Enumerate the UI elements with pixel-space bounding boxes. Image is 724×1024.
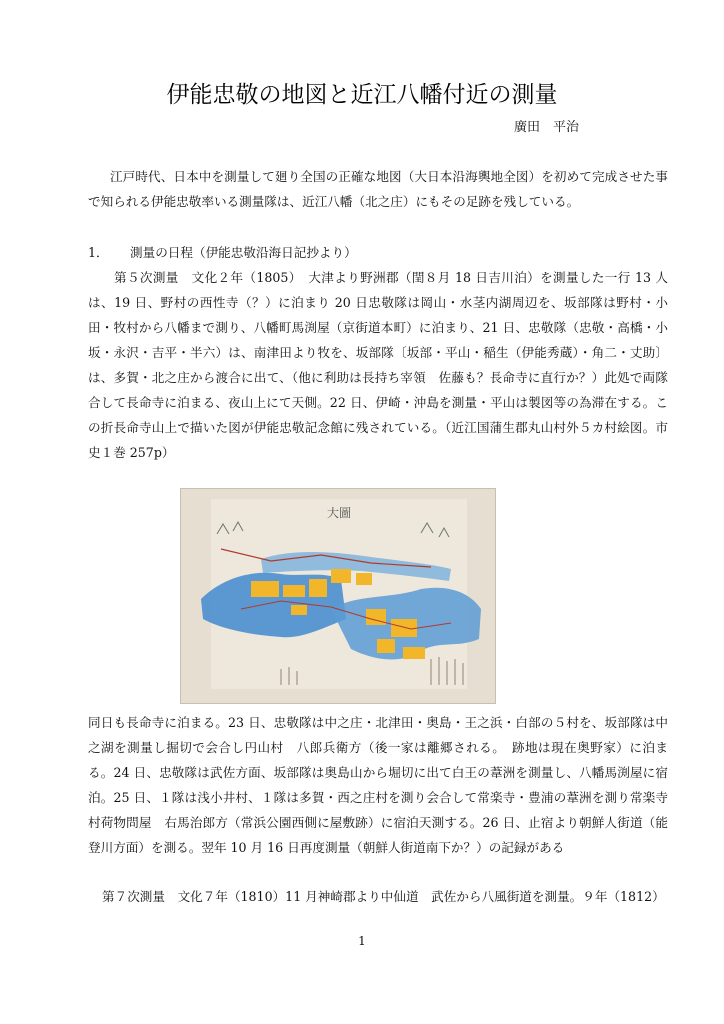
- body-paragraph-1: [88, 265, 668, 465]
- page-number: 1: [358, 934, 366, 948]
- author-name: 廣田 平治: [514, 120, 580, 135]
- historical-map-image: [180, 488, 496, 704]
- map-illustration: [181, 489, 496, 704]
- document-title: 伊能忠敬の地図と近江八幡付近の測量: [166, 82, 558, 108]
- body-paragraph-3: [88, 884, 668, 909]
- paragraph-2-text: 同日も長命寺に泊まる。23 日、忠敬隊は中之庄・北津田・奥島・王之浜・白部の５村を、坂部隊は中之湖を測量し掘切で会合し円山村 八郎兵衛方（後一家は離郷される。 跡地は現在奥野家）に泊まる。24 日、忠敬隊は武佐方面、坂部隊は奥島山から堀切に出て白王の葦洲を測量し、八幡馬渕屋に宿泊。25 日、１隊は浅小井村、１隊は多賀・西之庄村を測り会合して常楽寺・豊浦の葦洲を測り常楽寺村荷物問屋 右馬治郎方（常浜公園西側に屋敷跡）に宿泊天測する。26 日、止宿より朝鮮人街道（能登川方面）を測る。翌年 10 月 16 日再度測量（朝鮮人街道南下か？）の記録がある: [88, 715, 668, 855]
- section-number: 1．: [88, 245, 109, 260]
- map-title-label: 大圖: [326, 506, 352, 520]
- section-title: 測量の日程（伊能忠敬沿海日記抄より）: [130, 245, 357, 260]
- paragraph-3-text: 第７次測量 文化７年（1810）11 月神崎郡より中仙道 武佐から八風街道を測量。９年（1812）: [102, 889, 665, 904]
- body-paragraph-2: [88, 710, 668, 860]
- section-heading: [88, 242, 357, 261]
- paragraph-1-text: 第５次測量 文化２年（1805） 大津より野洲郡（閏８月 18 日吉川泊）を測量した一行 13 人は、19 日、野村の西性寺（？）に泊まり 20 日忠敬隊は岡山・水茎内湖周辺を、坂部隊は野村・小田・牧村から八幡まで測り、八幡町馬渕屋（京街道本町）に泊まり、21 日、忠敬隊（忠敬・高橋・小坂・永沢・吉平・半六）は、南津田より牧を、坂部隊〔坂部・平山・稲生（伊能秀蔵）・角二・丈助〕は、多賀・北之庄から渡合に出て、（他に利助は長持ち宰領 佐藤も？長命寺に直行か？）此処で両隊合して長命寺に泊まる、夜山上にて天側。22 日、伊崎・沖島を測量・平山は製図等の為滞在する。この折長命寺山上で描いた図が伊能忠敬記念館に残されている。（近江国蒲生郡丸山村外５カ村絵図。市史１巻 257p）: [88, 270, 668, 460]
- intro-paragraph: [88, 164, 668, 214]
- intro-text: 江戸時代、日本中を測量して廻り全国の正確な地図（大日本沿海輿地全図）を初めて完成させた事で知られる伊能忠敬率いる測量隊は、近江八幡（北之庄）にもその足跡を残している。: [88, 169, 668, 209]
